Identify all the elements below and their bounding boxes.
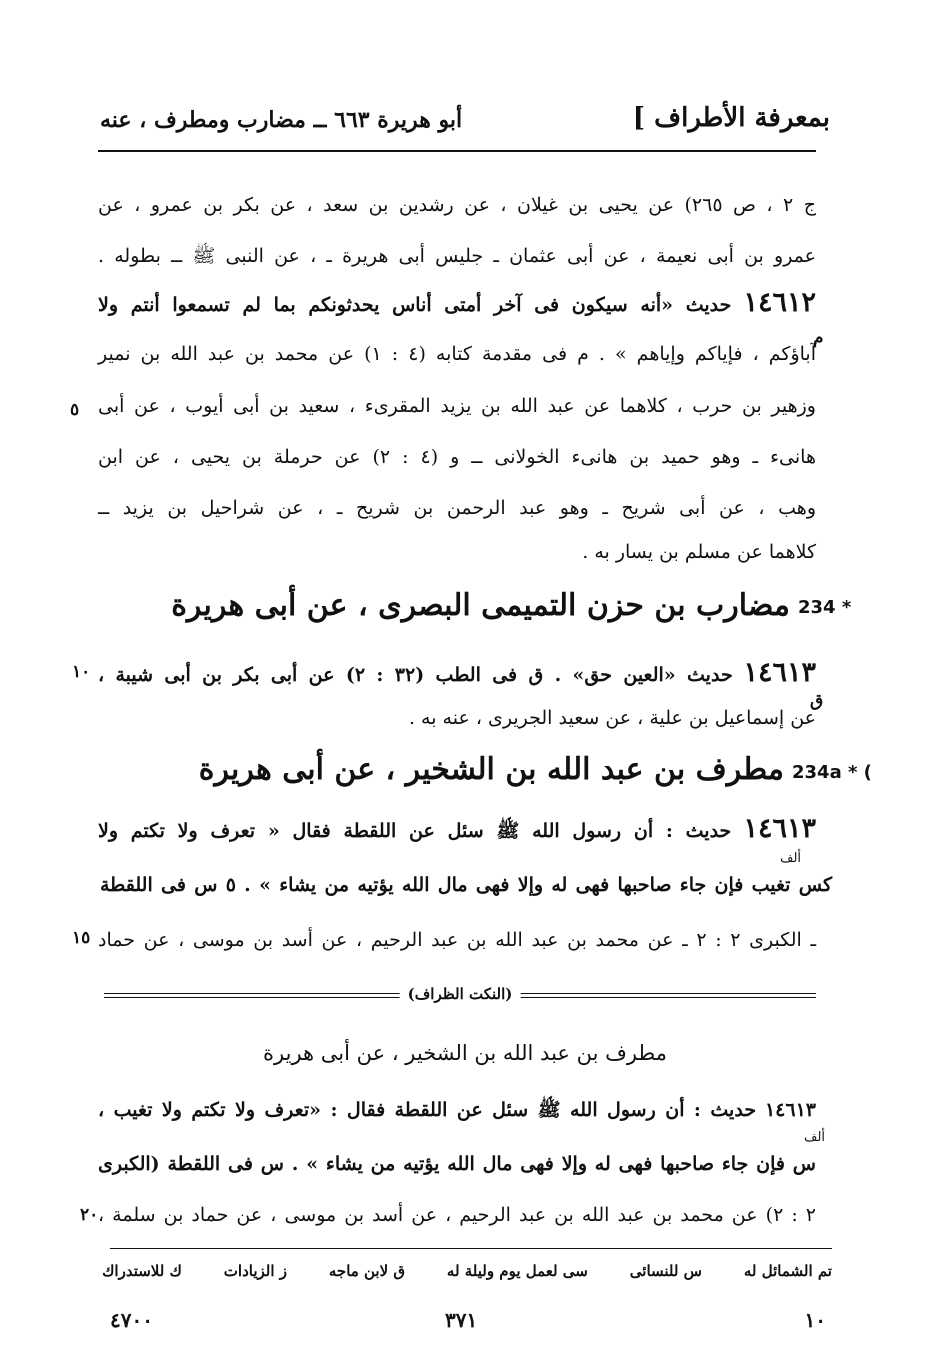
text-line: آباؤكم ، فإياكم وإياهم » . م فى مقدمة كتابه (٤ : ١) عن محمد بن عبد الله بن نمير — [98, 343, 816, 365]
siglum-item: تم الشمائل له — [743, 1262, 832, 1280]
page-number: ٣٧١ — [445, 1308, 478, 1332]
hadith-number: ١٤٦١٣ — [764, 1099, 816, 1121]
entry-number: 234a * ( — [792, 762, 872, 783]
margin-line-number: ٥ — [70, 400, 80, 420]
margin-line-number: ٢٠ — [80, 1205, 99, 1225]
margin-note: ألف — [804, 1130, 826, 1145]
section-heading: مضارب بن حزن التميمى البصرى ، عن أبى هريرة — [171, 588, 790, 623]
hadith-number: ١٤٦١٢ — [743, 287, 816, 318]
nukat-divider — [104, 987, 816, 1007]
hadith-count: ٤٧٠٠ — [110, 1308, 153, 1332]
sigla-legend — [102, 1262, 832, 1280]
siglum-item: سى لعمل يوم وليلة له — [446, 1262, 588, 1280]
margin-line-number: ١٠ — [72, 662, 91, 682]
hadith-text: حديث «العين حق» . ق فى الطب (٣٢ : ٢) عن أبى بكر بن أبى شيبة ، — [98, 664, 733, 686]
text-line: ـ الكبرى ٢ : ٢ ـ عن محمد بن عبد الله بن عبد الرحيم ، عن أسد بن موسى ، عن حماد — [98, 929, 817, 951]
text-line: كلاهما عن مسلم بن يسار به . — [582, 541, 816, 563]
siglum-item: ز الزيادات — [223, 1262, 287, 1280]
margin-siglum: م — [813, 328, 824, 348]
text-line: كس تغيب فإن جاء صاحبها فهى له وإلا فهى مال الله يؤتيه من يشاء » . ٥ س فى اللقطة — [100, 874, 832, 896]
text-line: ج ٢ ، ص ٢٦٥) عن يحيى بن غيلان ، عن رشدين بن سعد ، عن بكر بن عمرو ، عن — [98, 194, 816, 216]
siglum-item: ق لابن ماجه — [328, 1262, 406, 1280]
text-line: عمرو بن أبى نعيمة ، عن أبى عثمان ـ جليس أبى هريرة ـ ، عن النبى ﷺ ــ بطوله . — [98, 245, 816, 267]
text-line — [98, 815, 816, 845]
header-rule — [98, 150, 816, 152]
text-line: هانىء ـ وهو حميد بن هانىء الخولانى ــ و (٤ : ٢) عن حرملة بن يحيى ، عن ابن — [98, 446, 816, 468]
hadith-text: حديث : أن رسول الله ﷺ سئل عن اللقطة فقال : «تعرف ولا تكتم ولا تغيب ، — [98, 1099, 757, 1121]
divider-label: (النكت الظراف) — [400, 985, 521, 1003]
text-line: ٢ : ٢) عن محمد بن عبد الله بن عبد الرحيم ، عن أسد بن موسى ، عن حماد بن سلمة ، — [98, 1204, 816, 1226]
hadith-text: حديث : أن رسول الله ﷺ سئل عن اللقطة فقال « تعرف ولا تكتم ولا — [98, 820, 732, 842]
hadith-text: حديث «أنه سيكون فى آخر أمتى أناس يحدثونكم بما لم تسمعوا أنتم ولا — [98, 294, 732, 316]
text-line: وزهير بن حرب ، كلاهما عن عبد الله بن يزيد المقرىء ، سعيد بن أبى أيوب ، عن أبى — [98, 395, 816, 417]
text-line — [98, 659, 816, 689]
hadith-number: ١٤٦١٣ — [743, 813, 816, 844]
margin-note: ألف — [780, 851, 802, 866]
footnote-rule — [110, 1248, 832, 1249]
siglum-item: س للنسائى — [629, 1262, 702, 1280]
text-line: وهب ، عن أبى شريح ـ وهو عبد الرحمن بن شريح ـ ، عن شراحيل بن يزيد ــ — [98, 497, 816, 519]
text-line: عن إسماعيل بن علية ، عن سعيد الجريرى ، عنه به . — [408, 707, 816, 729]
nukat-heading: مطرف بن عبد الله بن الشخير ، عن أبى هريرة — [263, 1041, 667, 1065]
section-heading: مطرف بن عبد الله بن الشخير ، عن أبى هريرة — [198, 752, 784, 787]
running-title: بمعرفة الأطراف ] — [632, 103, 830, 133]
volume-number: ١٠ — [804, 1308, 826, 1332]
hadith-number: ١٤٦١٣ — [743, 657, 816, 688]
text-line: س فإن جاء صاحبها فهى له وإلا فهى مال الله يؤتيه من يشاء » . س فى اللقطة (الكبرى — [98, 1153, 816, 1175]
margin-siglum: ق — [810, 691, 824, 711]
text-line — [98, 1096, 816, 1124]
running-subtitle: أبو هريرة ٦٦٣ ــ مضارب ومطرف ، عنه — [100, 107, 463, 133]
siglum-item: ك للاستدراك — [102, 1262, 182, 1280]
text-line — [98, 289, 816, 319]
margin-line-number: ١٥ — [72, 928, 91, 948]
entry-number: 234 * — [798, 597, 852, 618]
